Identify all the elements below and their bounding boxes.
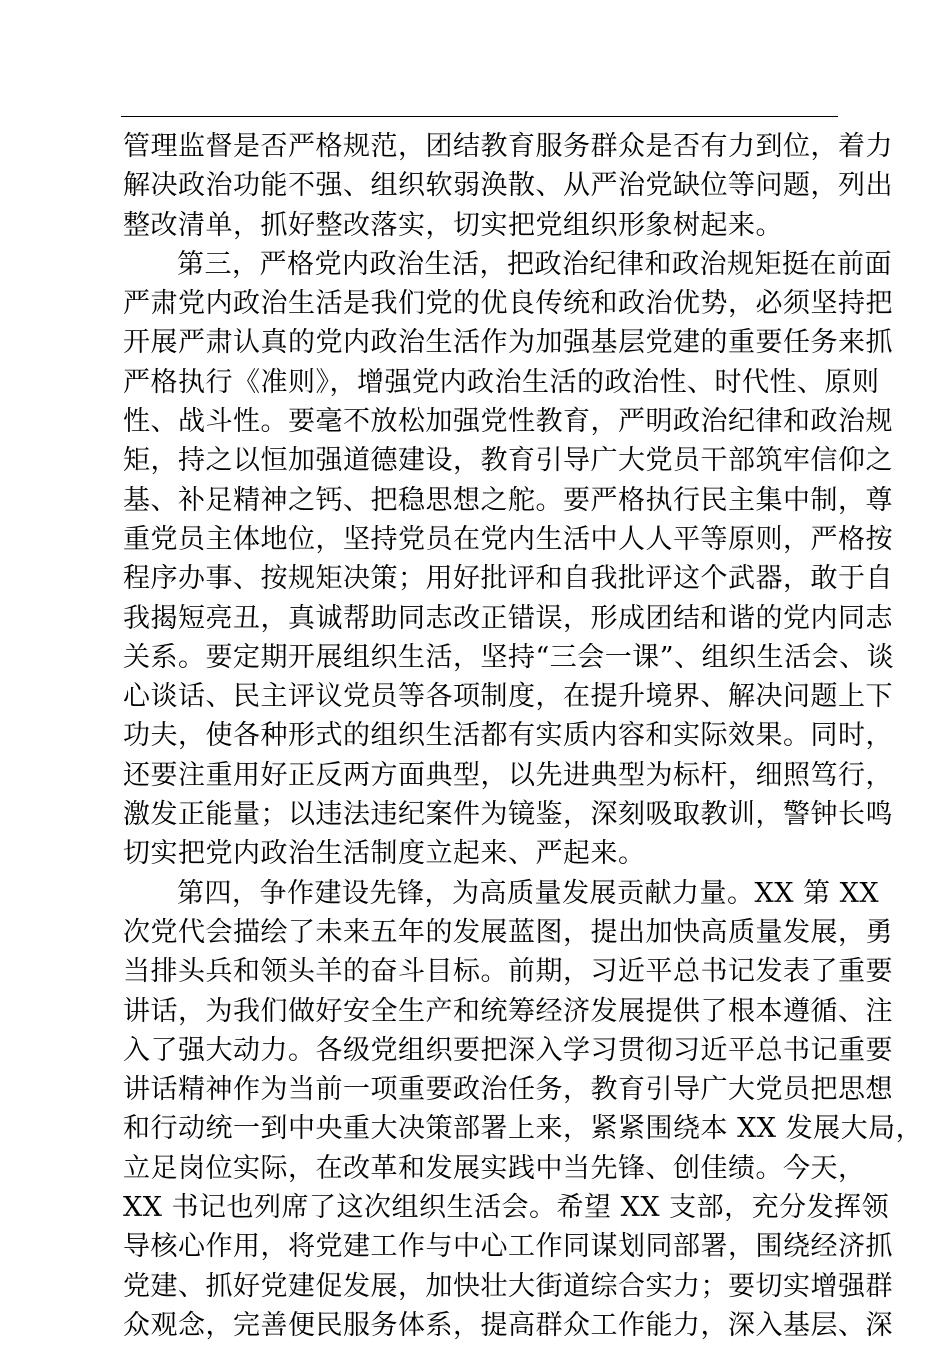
text-line: 程序办事、按规矩决策；用好批评和自我批评这个武器，敢于自 [123,563,893,595]
text-line: 我揭短亮丑，真诚帮助同志改正错误，形成团结和谐的党内同志 [123,602,893,634]
paragraph-first-line: 第四，争作建设先锋，为高质量发展贡献力量。XX 第 XX [177,877,880,909]
document-body [123,127,924,1345]
text-line: 管理监督是否严格规范，团结教育服务群众是否有力到位，着力 [123,131,893,162]
text-line: 入了强大动力。各级党组织要把深入学习贯彻习近平总书记重要 [123,1034,893,1066]
text-line: 性、战斗性。要毫不放松加强党性教育，严明政治纪律和政治规 [123,406,893,438]
text-line: 切实把党内政治生活制度立起来、严起来。 [123,838,646,870]
text-line: 众观念，完善便民服务体系，提高群众工作能力，深入基层、深 [123,1309,893,1341]
text-line: 解决政治功能不强、组织软弱涣散、从严治党缺位等问题，列出 [123,170,893,202]
text-line: 当排头兵和领头羊的奋斗目标。前期，习近平总书记发表了重要 [123,956,893,988]
text-line: XX 书记也列席了这次组织生活会。希望 XX 支部，充分发挥领 [123,1192,890,1224]
text-line: 讲话精神作为当前一项重要政治任务，教育引导广大党员把思想 [123,1074,893,1106]
text-line: 整改清单，抓好整改落实，切实把党组织形象树起来。 [123,209,783,241]
text-line: 开展严肃认真的党内政治生活作为加强基层党建的重要任务来抓 [123,327,893,359]
text-line: 导核心作用，将党建工作与中心工作同谋划同部署，围绕经济抓 [123,1231,893,1263]
text-line: 党建、抓好党建促发展，加快壮大街道综合实力；要切实增强群 [123,1270,893,1302]
text-line: 讲话，为我们做好安全生产和统筹经济发展提供了根本遵循、注 [123,995,893,1027]
text-line: 功夫，使各种形式的组织生活都有实质内容和实际效果。同时， [123,720,893,752]
text-line: 关系。要定期开展组织生活，坚持“三会一课”、组织生活会、谈 [123,641,895,673]
text-line: 和行动统一到中央重大决策部署上来，紧紧围绕本 XX 发展大局， [123,1113,924,1145]
text-line: 激发正能量；以违法违纪案件为镜鉴，深刻吸取教训，警钟长鸣 [123,799,893,831]
header-rule [121,116,838,117]
text-line: 重党员主体地位，坚持党员在党内生活中人人平等原则，严格按 [123,523,893,555]
text-line: 次党代会描绘了未来五年的发展蓝图，提出加快高质量发展，勇 [123,916,893,948]
text-line: 立足岗位实际，在改革和发展实践中当先锋、创佳绩。今天， [123,1152,866,1184]
text-line: 严肃党内政治生活是我们党的优良传统和政治优势，必须坚持把 [123,288,893,320]
paragraph-first-line: 第三，严格党内政治生活，把政治纪律和政治规矩挺在前面 [177,248,892,280]
text-line: 矩，持之以恒加强道德建设，教育引导广大党员干部筑牢信仰之 [123,445,893,477]
text-line: 心谈话、民主评议党员等各项制度，在提升境界、解决问题上下 [123,681,893,713]
text-line: 基、补足精神之钙、把稳思想之舵。要严格执行民主集中制，尊 [123,484,893,516]
text-line: 严格执行《准则》，增强党内政治生活的政治性、时代性、原则 [123,366,880,398]
text-line: 还要注重用好正反两方面典型，以先进典型为标杆，细照笃行， [123,759,893,791]
